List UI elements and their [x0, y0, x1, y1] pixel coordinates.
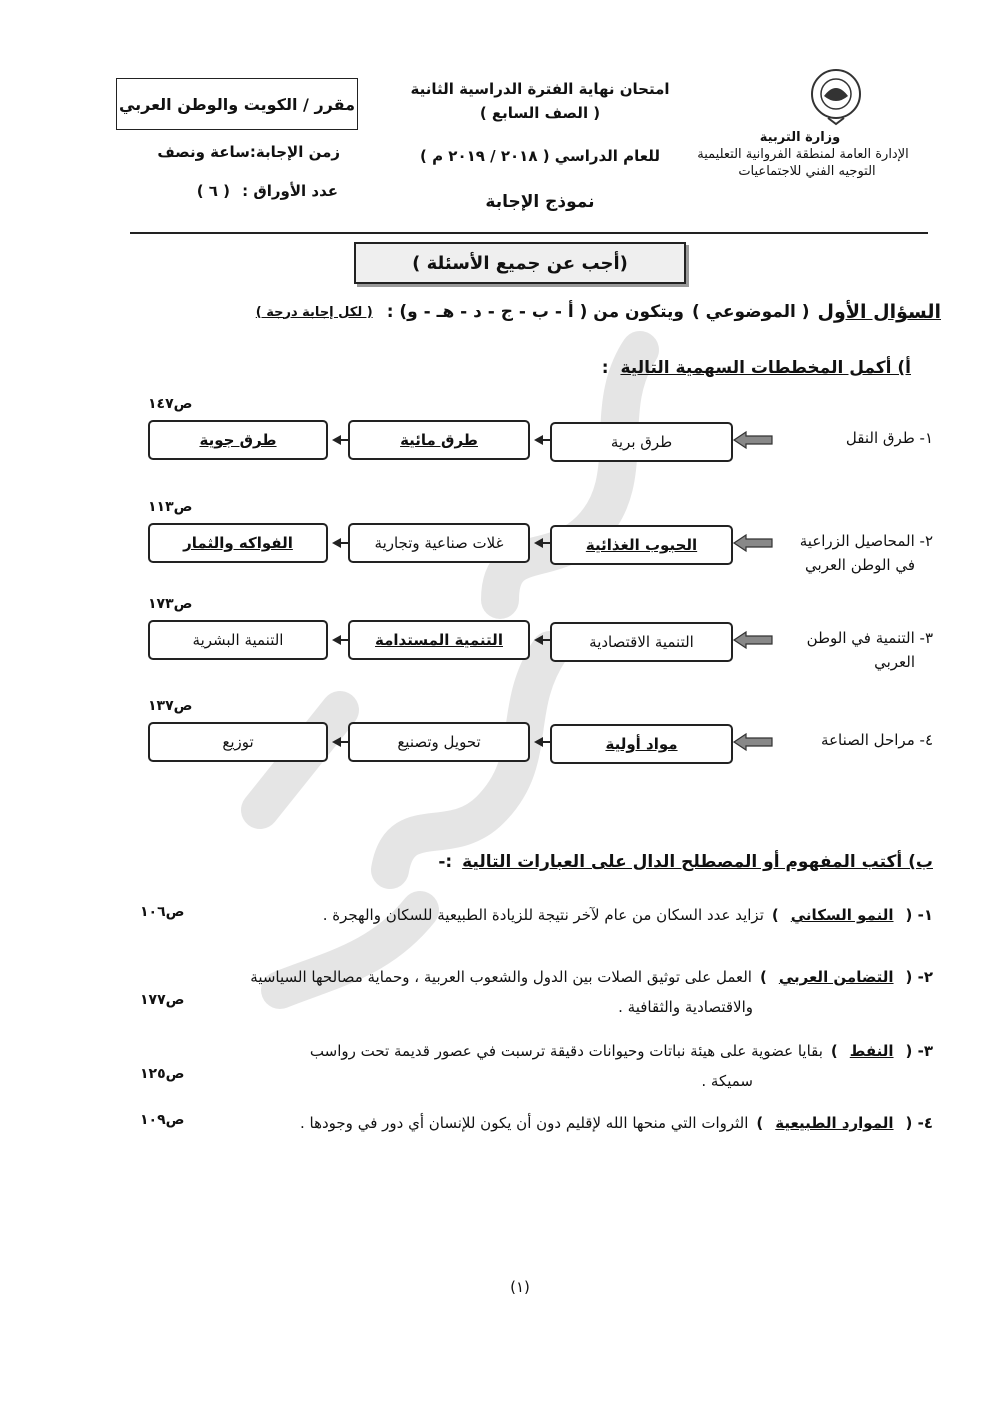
flow-box: توزيع — [148, 722, 328, 762]
grade: ( الصف السابع ) — [479, 104, 601, 122]
answer-all-instruction: (أجب عن جميع الأسئلة ) — [354, 242, 686, 284]
arrow-shaft — [340, 542, 348, 544]
ministry-name: وزارة التربية — [759, 130, 841, 145]
flow-box: غلات صناعية وتجارية — [348, 523, 530, 563]
question1-marks: ( لكل إجابة درجة ) — [255, 304, 373, 320]
partA-row-label-line2: في الوطن العربي — [805, 556, 915, 574]
partA-row-label-line1: ٣- التنمية في الوطن — [806, 629, 933, 647]
partA-row-label — [763, 728, 933, 752]
question1-header — [255, 298, 941, 326]
flow-box: الفواكه والثمار — [148, 523, 328, 563]
header-divider — [130, 232, 928, 234]
partA-row-label-line1: ٤- مراحل الصناعة — [821, 731, 933, 749]
page-reference: ص١٠٩ — [140, 1112, 185, 1128]
item-text: تزايد عدد السكان من عام لآخر نتيجة للزيادة الطبيعية للسكان والهجرة . — [322, 906, 764, 924]
course-box: مقرر / الكويت والوطن العربي — [116, 78, 358, 130]
item-close: ) — [771, 906, 779, 924]
answer-model-watermark — [170, 290, 730, 1050]
definition-item — [300, 1110, 933, 1136]
page-number: (١) — [510, 1278, 530, 1296]
flow-box: طرق جوية — [148, 420, 328, 460]
pages-value: ( ٦ ) — [196, 182, 230, 200]
definition-item — [323, 902, 933, 928]
page-reference: ص١١٣ — [148, 499, 193, 515]
partB-title-suffix: :- — [438, 852, 453, 872]
partA-title-wrap — [602, 358, 911, 378]
flow-box: مواد أولية — [550, 724, 733, 764]
answer-model-title: نموذج الإجابة — [485, 192, 595, 212]
flow-box: الحبوب الغذائية — [550, 525, 733, 565]
page-reference: ص١٠٦ — [140, 904, 185, 920]
item-close: ) — [759, 968, 767, 986]
answer-duration: زمن الإجابة:ساعة ونصف — [157, 143, 340, 161]
arrow-shaft — [542, 639, 550, 641]
partA-title-suffix: : — [601, 358, 609, 378]
item-term: النمو السكاني — [790, 906, 894, 924]
partA-row-label-line1: ١- طرق النقل — [845, 429, 933, 447]
partA-row-label — [763, 529, 933, 577]
left-arrow-icon — [732, 732, 774, 752]
left-arrow-icon — [732, 630, 774, 650]
partA-row-label-line2: العربي — [874, 653, 915, 671]
item-term: النفط — [849, 1042, 894, 1060]
question1-type: ( الموضوعي ) — [691, 302, 810, 322]
item-number: ٢- ( — [905, 968, 933, 986]
left-arrow-icon — [732, 533, 774, 553]
flow-box: تحويل وتصنيع — [348, 722, 530, 762]
item-number: ٣- ( — [905, 1042, 933, 1060]
left-arrow-icon — [732, 430, 774, 450]
pages-label: عدد الأوراق : — [242, 182, 338, 200]
page-reference: ص١٢٥ — [140, 1066, 185, 1082]
flow-box: التنمية الاقتصادية — [550, 622, 733, 662]
item-text: بقايا عضوية على هيئة نباتات وحيوانات دقيقة ترسبت في عصور قديمة تحت رواسب — [309, 1042, 823, 1060]
supervision-name: التوجيه الفني للاجتماعيات — [738, 164, 876, 179]
partB-title-wrap — [438, 852, 933, 872]
flow-box: طرق برية — [550, 422, 733, 462]
definition-item-continued: والاقتصادية والثقافية . — [618, 998, 753, 1016]
partB-title: ب) أكتب المفهوم أو المصطلح الدال على العبارات التالية — [462, 852, 933, 872]
definition-item — [310, 1038, 933, 1064]
item-text: العمل على توثيق الصلات بين الدول والشعوب العربية ، وحماية مصالحها السياسية — [250, 968, 752, 986]
item-number: ٤- ( — [905, 1114, 933, 1132]
academic-year: للعام الدراسي ( ٢٠١٨ / ٢٠١٩ م ) — [420, 147, 660, 165]
item-text: الثروات التي منحها الله لإقليم دون أن يكون للإنسان أي دور في وجودها . — [299, 1114, 749, 1132]
page-reference: ص١٧٧ — [140, 992, 185, 1008]
question1-consists: ويتكون من ( أ - ب - ج - د - هـ - و) : — [386, 302, 684, 322]
exam-title: امتحان نهاية الفترة الدراسية الثانية — [410, 80, 670, 98]
partA-row-label — [763, 426, 933, 450]
page-reference: ص١٣٧ — [148, 698, 193, 714]
partA-title: أ) أكمل المخططات السهمية التالية — [620, 358, 911, 378]
arrow-shaft — [542, 439, 550, 441]
page-reference: ص١٤٧ — [148, 396, 193, 412]
arrow-shaft — [340, 439, 348, 441]
flow-box: طرق مائية — [348, 420, 530, 460]
arrow-shaft — [542, 542, 550, 544]
arrow-shaft — [542, 741, 550, 743]
definition-item — [250, 964, 933, 990]
definition-item-continued: سميكة . — [701, 1072, 753, 1090]
item-number: ١- ( — [905, 906, 933, 924]
flow-box: التنمية المستدامة — [348, 620, 530, 660]
item-close: ) — [756, 1114, 764, 1132]
arrow-shaft — [340, 639, 348, 641]
item-term: الموارد الطبيعية — [775, 1114, 894, 1132]
directorate-name: الإدارة العامة لمنطقة الفروانية التعليمية — [697, 147, 909, 162]
question1-title: السؤال الأول — [817, 301, 941, 323]
item-term: التضامن العربي — [778, 968, 894, 986]
item-close: ) — [830, 1042, 838, 1060]
page-reference: ص١٧٣ — [148, 596, 193, 612]
partA-row-label — [763, 626, 933, 674]
arrow-shaft — [340, 741, 348, 743]
ministry-emblem — [808, 66, 864, 126]
partA-row-label-line1: ٢- المحاصيل الزراعية — [799, 532, 933, 550]
flow-box: التنمية البشرية — [148, 620, 328, 660]
